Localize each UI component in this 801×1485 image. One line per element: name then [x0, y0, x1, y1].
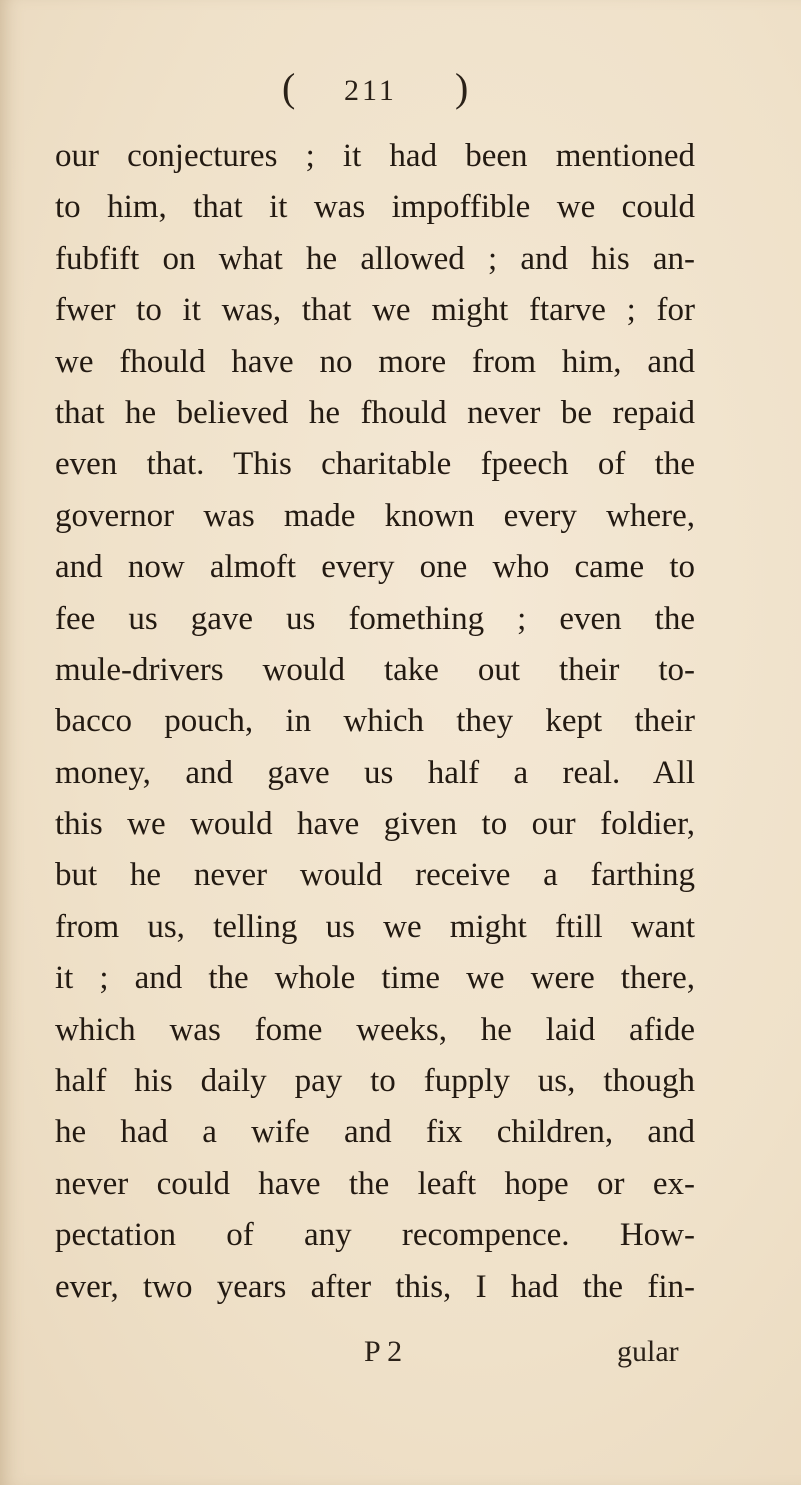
catchword: gular [617, 1335, 679, 1368]
text-line: even that. This charitable fpeech of the [55, 446, 695, 483]
body-text [55, 131, 695, 1313]
text-line: never could have the leaft hope or ex- [55, 1165, 695, 1202]
text-line: half his daily pay to fupply us, though [55, 1063, 695, 1100]
text-line: pectation of any recompence. How- [55, 1217, 695, 1254]
text-line: bacco pouch, in which they kept their [55, 703, 695, 740]
text-line: fwer to it was, that we might ftarve ; for [55, 292, 695, 329]
text-line: and now almoft every one who came to [55, 549, 695, 586]
text-line: which was fome weeks, he laid afide [55, 1011, 695, 1048]
text-line: governor was made known every where, [55, 497, 695, 534]
page-number: 211 [344, 74, 397, 107]
text-line: this we would have given to our foldier, [55, 806, 695, 843]
text-line: to him, that it was impoffible we could [55, 189, 695, 226]
signature-mark: P 2 [364, 1335, 403, 1368]
text-line: from us, telling us we might ftill want [55, 908, 695, 945]
text-line: mule-drivers would take out their to- [55, 651, 695, 688]
text-line: it ; and the whole time we were there, [55, 960, 695, 997]
header-close-paren: ) [455, 65, 469, 110]
header-open-paren: ( [282, 65, 296, 110]
text-line: but he never would receive a farthing [55, 857, 695, 894]
text-line: he had a wife and fix children, and [55, 1114, 695, 1151]
text-line: fee us gave us fomething ; even the [55, 600, 695, 637]
text-line: we fhould have no more from him, and [55, 343, 695, 380]
text-line: fubfift on what he allowed ; and his an- [55, 240, 695, 277]
text-line: ever, two years after this, I had the fin- [55, 1268, 695, 1305]
text-line: our conjectures ; it had been mentioned [55, 138, 695, 174]
text-line: that he believed he fhould never be repaid [55, 394, 695, 431]
text-line: money, and gave us half a real. All [55, 754, 695, 791]
